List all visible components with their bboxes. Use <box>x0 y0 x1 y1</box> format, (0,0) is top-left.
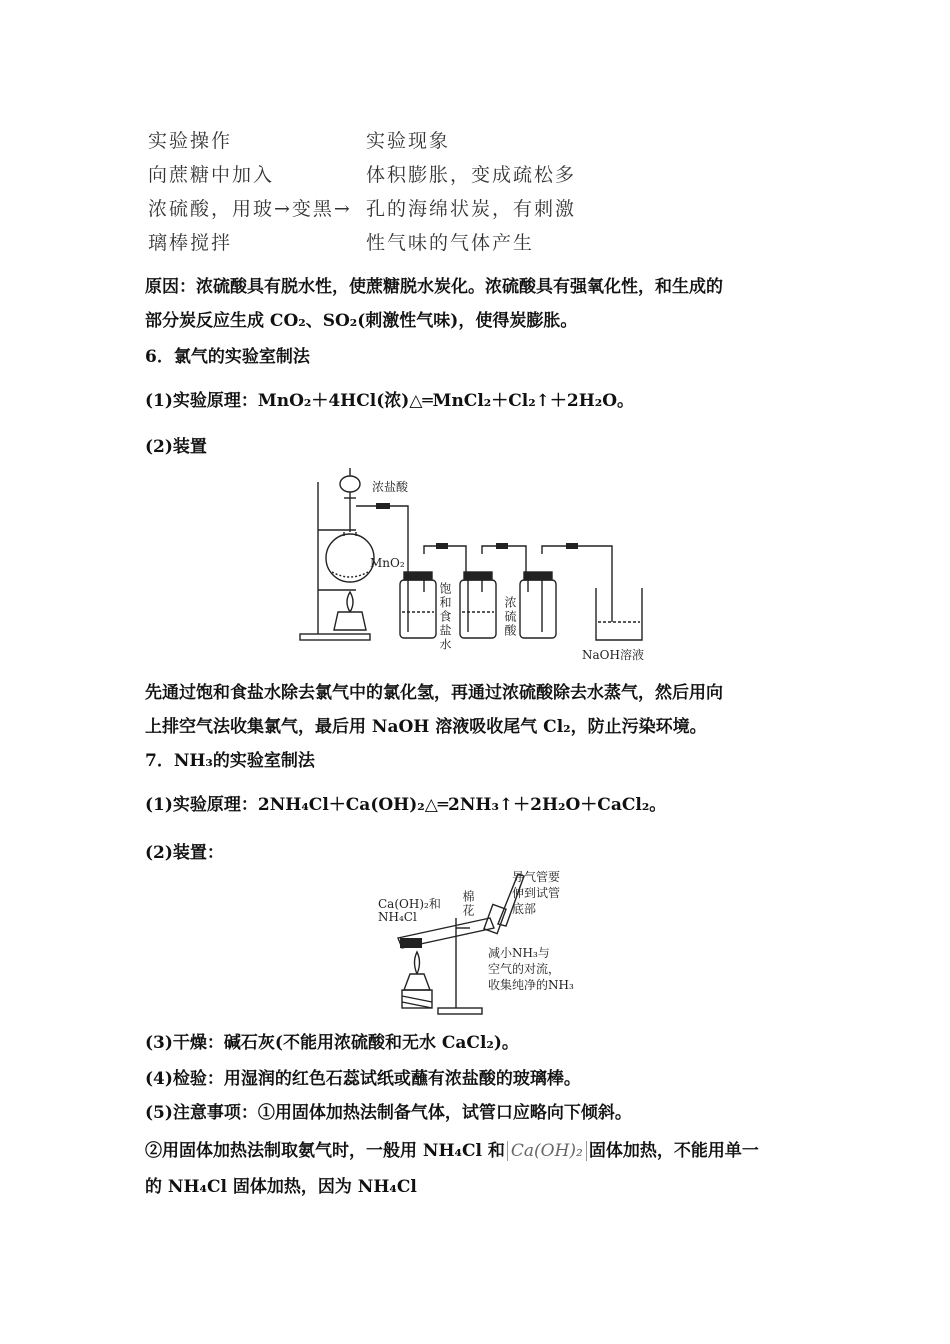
section-7-note-1: (5)注意事项：①用固体加热法制备气体，试管口应略向下倾斜。 <box>145 1103 632 1123</box>
section-6-title: 6．氯气的实验室制法 <box>145 347 310 367</box>
table-header-phenomenon: 实验现象 <box>366 130 451 152</box>
reason-line-2: 部分炭反应生成 CO₂、SO₂(刺激性气味)，使得炭膨胀。 <box>145 311 578 331</box>
section-6-principle: (1)实验原理：MnO₂＋4HCl(浓)△═MnCl₂＋Cl₂↑＋2H₂O。 <box>145 391 635 411</box>
table-row-2-operation: 浓硫酸，用玻→变黑→ <box>148 198 352 220</box>
section-7-title: 7．NH₃的实验室制法 <box>145 751 315 771</box>
section-7-note-2-part-a: ②用固体加热法制取氨气时，一般用 NH₄Cl 和 <box>145 1141 505 1161</box>
label-convection-3: 收集纯净的NH₃ <box>488 978 574 992</box>
reason-line-1: 原因：浓硫酸具有脱水性，使蔗糖脱水炭化。浓硫酸具有强氧化性，和生成的 <box>145 277 723 297</box>
section-6-apparatus-label: (2)装置 <box>145 437 207 457</box>
section-7-note-2-part-b: 固体加热，不能用单一 <box>588 1141 759 1161</box>
label-cotton: 棉花 <box>461 890 475 918</box>
section-7-principle: (1)实验原理：2NH₄Cl＋Ca(OH)₂△═2NH₃↑＋2H₂O＋CaCl₂。 <box>145 795 667 815</box>
table-row-2-phenomenon: 孔的海绵状炭，有刺激 <box>366 198 577 220</box>
label-conc-hcl: 浓盐酸 <box>372 480 409 494</box>
table-row-1-phenomenon: 体积膨胀，变成疏松多 <box>366 164 577 186</box>
section-7-note-3: 的 NH₄Cl 固体加热，因为 NH₄Cl <box>145 1177 417 1197</box>
label-naoh-solution: NaOH溶液 <box>582 648 644 662</box>
label-ca-oh-2: Ca(OH)₂和 <box>378 897 441 911</box>
section-7-apparatus-label: (2)装置： <box>145 843 224 863</box>
label-convection-1: 减小NH₃与 <box>488 946 550 960</box>
caoh2-formula: Ca(OH)₂ <box>507 1141 587 1161</box>
chlorine-apparatus-diagram <box>296 462 656 662</box>
label-conc-sulfuric: 浓硫酸 <box>503 596 517 638</box>
table-header-operation: 实验操作 <box>148 130 233 152</box>
label-tube-note-2: 伸到试管 <box>512 886 561 900</box>
label-saturated-brine: 饱和食盐水 <box>438 582 452 652</box>
label-convection-2: 空气的对流， <box>488 962 561 976</box>
section-7-testing: (4)检验：用湿润的红色石蕊试纸或蘸有浓盐酸的玻璃棒。 <box>145 1069 581 1089</box>
section-7-drying: (3)干燥：碱石灰(不能用浓硫酸和无水 CaCl₂)。 <box>145 1033 519 1053</box>
section-7-note-2 <box>145 1136 759 1161</box>
label-mno2: MnO₂ <box>370 556 405 570</box>
label-tube-note-3: 底部 <box>512 902 537 916</box>
section-6-desc-line-2: 上排空气法收集氯气，最后用 NaOH 溶液吸收尾气 Cl₂，防止污染环境。 <box>145 717 707 737</box>
table-row-3-phenomenon: 性气味的气体产生 <box>366 232 535 254</box>
table-row-3-operation: 璃棒搅拌 <box>148 232 233 254</box>
section-6-desc-line-1: 先通过饱和食盐水除去氯气中的氯化氢，再通过浓硫酸除去水蒸气，然后用向 <box>145 683 723 703</box>
table-row-1-operation: 向蔗糖中加入 <box>148 164 275 186</box>
label-nh4cl: NH₄Cl <box>378 910 417 924</box>
label-tube-note-1: 导气管要 <box>512 870 561 884</box>
